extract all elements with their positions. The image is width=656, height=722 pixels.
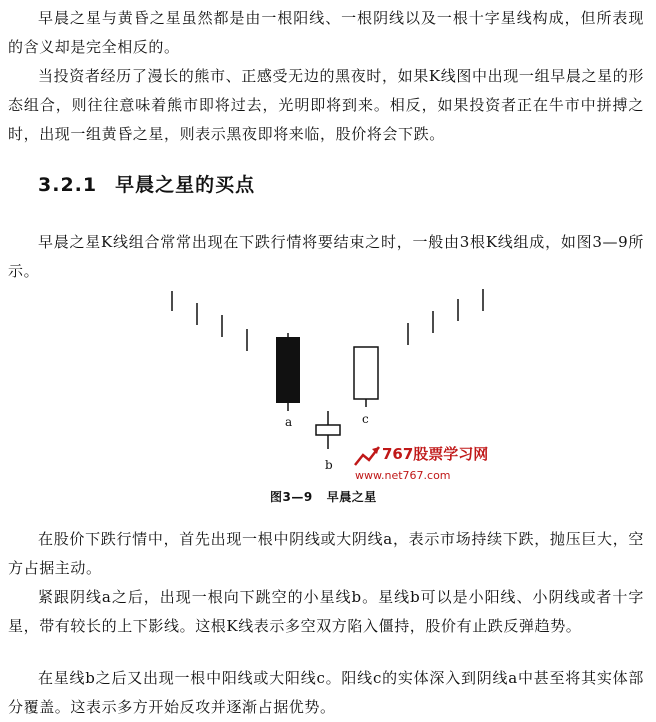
paragraph-2: 当投资者经历了漫长的熊市、正感受无边的黑夜时，如果K线图中出现一组早晨之星的形态组合，则往往意味着熊市即将过去，光明即将到来。相反，如果投资者正在牛市中拼搏之时，出现一组黄昏之星，则表示黑夜即将来临，股价将会下跌。 — [8, 67, 644, 143]
section-number: 3.2.1 — [38, 174, 98, 196]
section-title: 早晨之星的买点 — [115, 174, 256, 196]
figure-caption-number: 图3—9 — [270, 490, 313, 504]
candle-c-bullish — [354, 347, 378, 407]
body-paragraph-3: 在星线b之后又出现一根中阳线或大阳线c。阳线c的实体深入到阴线a中甚至将其实体部分覆盖。这表示多方开始反攻并逐渐占据优势。 — [8, 669, 644, 716]
candle-label-a: a — [285, 415, 293, 429]
watermark-title: 767股票学习网 — [382, 445, 489, 463]
body-paragraph-2: 紧跟阴线a之后，出现一根向下跳空的小星线b。星线b可以是小阳线、小阴线或者十字星，带有较长的上下影线。这根K线表示多空双方陷入僵持，股价有止跌反弹趋势。 — [8, 588, 644, 635]
figure-caption — [270, 488, 377, 505]
candle-a-bearish — [276, 333, 300, 411]
intro-paragraph: 早晨之星K线组合常常出现在下跌行情将要结束之时，一般由3根K线组成，如图3—9所示。 — [8, 233, 644, 280]
candle-label-c: c — [362, 412, 369, 426]
candle-label-b: b — [325, 458, 333, 472]
candle-b-star — [316, 411, 340, 449]
candlestick-figure — [150, 283, 510, 513]
watermark-url: www.net767.com — [355, 469, 451, 482]
section-heading — [38, 170, 255, 197]
paragraph-1: 早晨之星与黄昏之星虽然都是由一根阳线、一根阴线以及一根十字星线构成，但所表现的含义却是完全相反的。 — [8, 9, 644, 56]
body-paragraph-1: 在股价下跌行情中，首先出现一根中阴线或大阴线a，表示市场持续下跌，抛压巨大，空方占据主动。 — [8, 530, 644, 577]
watermark — [355, 445, 488, 482]
figure-caption-title: 早晨之星 — [326, 490, 377, 504]
